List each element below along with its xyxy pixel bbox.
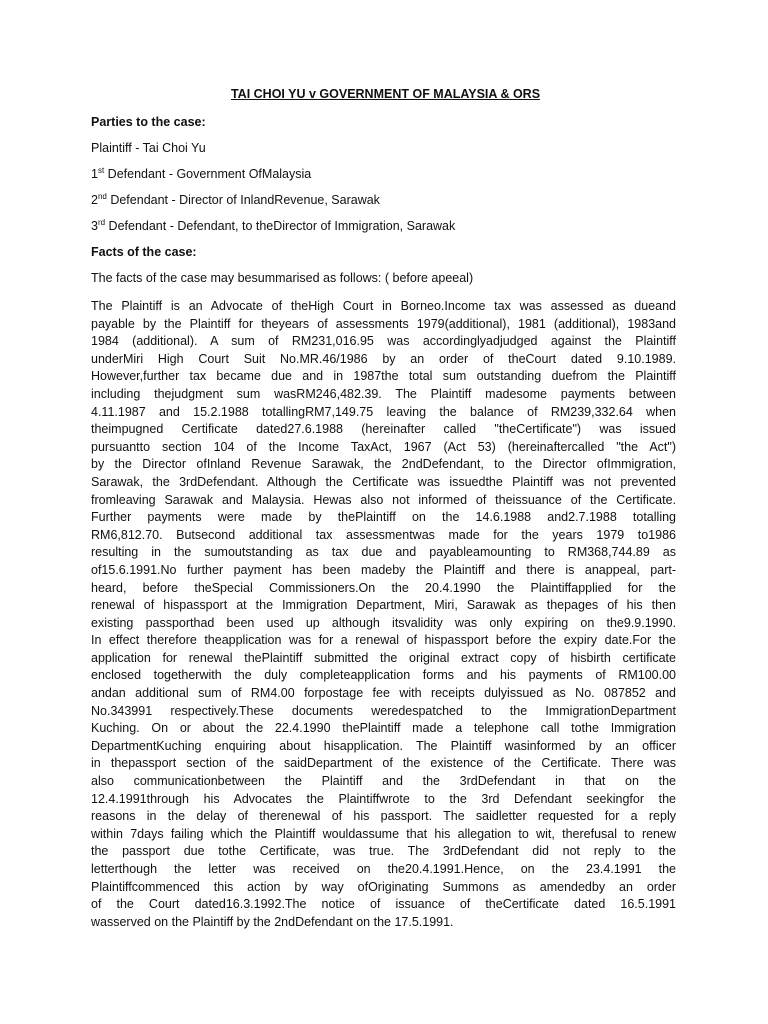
facts-paragraph-line: renewal of hispassport at the Immigration Department, Miri, Sarawak as thepages of his then (91, 598, 676, 613)
defendant-2-line (91, 192, 676, 208)
facts-paragraph-line: within 7days failing which the Plaintiff wouldassume that his allegation to wit, therefusal to renew (91, 826, 676, 841)
facts-paragraph-line: 1984 (additional). A sum of RM231,016.95 was accordinglyadjudged against the Plaintiff (91, 334, 676, 349)
facts-paragraph-line: payable by the Plaintiff for theyears of assessments 1979(additional), 1981 (additional), 1983and (91, 316, 676, 331)
facts-paragraph-line: Plaintiffcommenced this action by way ofOriginating Summons as amendedby an order (91, 879, 676, 894)
facts-paragraph-line: Further payments were made by thePlaintiff on the 14.6.1988 and2.7.1988 totalling (91, 510, 676, 525)
plaintiff-line: Plaintiff - Tai Choi Yu (91, 141, 206, 155)
facts-paragraph-line: However,further tax became due and in 1987the total sum outstanding duefrom the Plaintiff (91, 369, 676, 384)
facts-paragraph-line: In effect therefore theapplication was for a renewal of hispassport before the expiry date.For the (91, 633, 676, 648)
facts-paragraph-line: application for renewal thePlaintiff submitted the original extract copy of hisbirth certificate (91, 650, 676, 665)
facts-paragraph-line: heard, before theSpecial Commissioners.On the 20.4.1990 the Plaintiffapplied for the (91, 580, 676, 595)
defendant-3-line (91, 218, 676, 234)
defendant-3-ordinal-suffix: rd (97, 217, 106, 227)
facts-paragraph-line: enclosed togetherwith the duly completeapplication forms and his payments of RM100.00 (91, 668, 676, 683)
defendant-2-ordinal: 2 (91, 193, 98, 207)
defendant-2-text: Defendant - Director of InlandRevenue, Sarawak (106, 193, 380, 207)
facts-intro: The facts of the case may besummarised as follows: ( before apeeal) (91, 271, 474, 285)
facts-paragraph-line: 4.11.1987 and 15.2.1988 totallingRM7,149.75 leaving the balance of RM239,332.64 when (91, 404, 676, 419)
facts-paragraph-line: in thepassport section of the saidDepartment of the existence of the Certificate. There was (91, 756, 676, 771)
facts-paragraph-line: fromleaving Sarawak and Malaysia. Hewas also not informed of theissuance of the Certificate. (91, 492, 676, 507)
document-title: TAI CHOI YU v GOVERNMENT OF MALAYSIA & ORS (230, 87, 541, 101)
defendant-3-ordinal: 3 (91, 219, 98, 233)
facts-paragraph-line: pursuantto section 104 of the Income TaxAct, 1967 (Act 53) (hereinaftercalled "the Act") (91, 439, 676, 454)
facts-paragraph (91, 298, 676, 931)
defendant-1-line (91, 166, 676, 182)
facts-heading: Facts of the case: (91, 245, 197, 259)
defendant-1-text: Defendant - Government OfMalaysia (104, 167, 312, 181)
facts-paragraph-line: andan additional sum of RM4.00 forpostage fee with receipts dulyissued as No. 087852 and (91, 686, 676, 701)
facts-paragraph-line: existing passporthad been used up although itsvalidity was only expiring on the9.9.1990. (91, 615, 676, 630)
document-page (91, 86, 676, 931)
facts-paragraph-line: the passport due tothe Certificate, was true. The 3rdDefendant did not reply to the (91, 844, 676, 859)
facts-paragraph-line: RM6,812.70. Butsecond additional tax assessmentwas made for the years 1979 to1986 (91, 527, 676, 542)
facts-paragraph-line: wasserved on the Plaintiff by the 2ndDefendant on the 17.5.1991. (91, 914, 454, 929)
facts-paragraph-line: resulting in the sumoutstanding as tax due and payableamounting to RM368,744.89 as (91, 545, 676, 560)
facts-paragraph-line: reasons in the delay of therenewal of his passport. The saidletter requested for a reply (91, 809, 676, 824)
facts-paragraph-line: The Plaintiff is an Advocate of theHigh Court in Borneo.Income tax was assessed as dueand (91, 299, 676, 313)
facts-paragraph-line: underMiri High Court Suit No.MR.46/1986 by an order of theCourt dated 9.10.1989. (91, 351, 676, 366)
defendant-1-ordinal: 1 (91, 167, 98, 181)
facts-paragraph-line: of the Court dated16.3.1992.The notice of issuance of theCertificate dated 16.5.1991 (91, 897, 676, 912)
facts-paragraph-line: No.343991 respectively.These documents weredespatched to the ImmigrationDepartment (91, 703, 676, 718)
facts-paragraph-line: letterthough the letter was received on the20.4.1991.Hence, on the 23.4.1991 the (91, 862, 676, 876)
facts-paragraph-line: Kuching. On or about the 22.4.1990 thePlaintiff made a telephone call tothe Immigration (91, 721, 676, 736)
facts-paragraph-line: including thejudgment sum wasRM246,482.39. The Plaintiff madesome payments between (91, 386, 676, 401)
facts-paragraph-line: by the Director ofInland Revenue Sarawak, the 2ndDefendant, to the Director ofImmigration, (91, 457, 676, 472)
facts-paragraph-line: also communicationbetween the Plaintiff and the 3rdDefendant in that on the (91, 774, 676, 789)
facts-paragraph-line: DepartmentKuching enquiring about hisapplication. The Plaintiff wasinformed by an officer (91, 738, 676, 753)
facts-paragraph-line: of15.6.1991.No further payment has been madeby the Plaintiff and there is anappeal, part- (91, 562, 676, 577)
parties-heading: Parties to the case: (91, 115, 206, 129)
defendant-3-text: Defendant - Defendant, to theDirector of Immigration, Sarawak (105, 219, 456, 233)
facts-paragraph-line: theimpugned Certificate dated27.6.1988 (hereinafter called "theCertificate") was issued (91, 422, 676, 437)
facts-paragraph-line: Sarawak, the 3rdDefendant. Although the Certificate was issuedthe Plaintiff was not prevented (91, 474, 676, 489)
defendant-1-ordinal-suffix: st (97, 165, 105, 175)
facts-paragraph-line: 12.4.1991through his Advocates the Plaintiffwrote to the 3rd Defendant seekingfor the (91, 791, 676, 806)
defendant-2-ordinal-suffix: nd (97, 191, 107, 201)
